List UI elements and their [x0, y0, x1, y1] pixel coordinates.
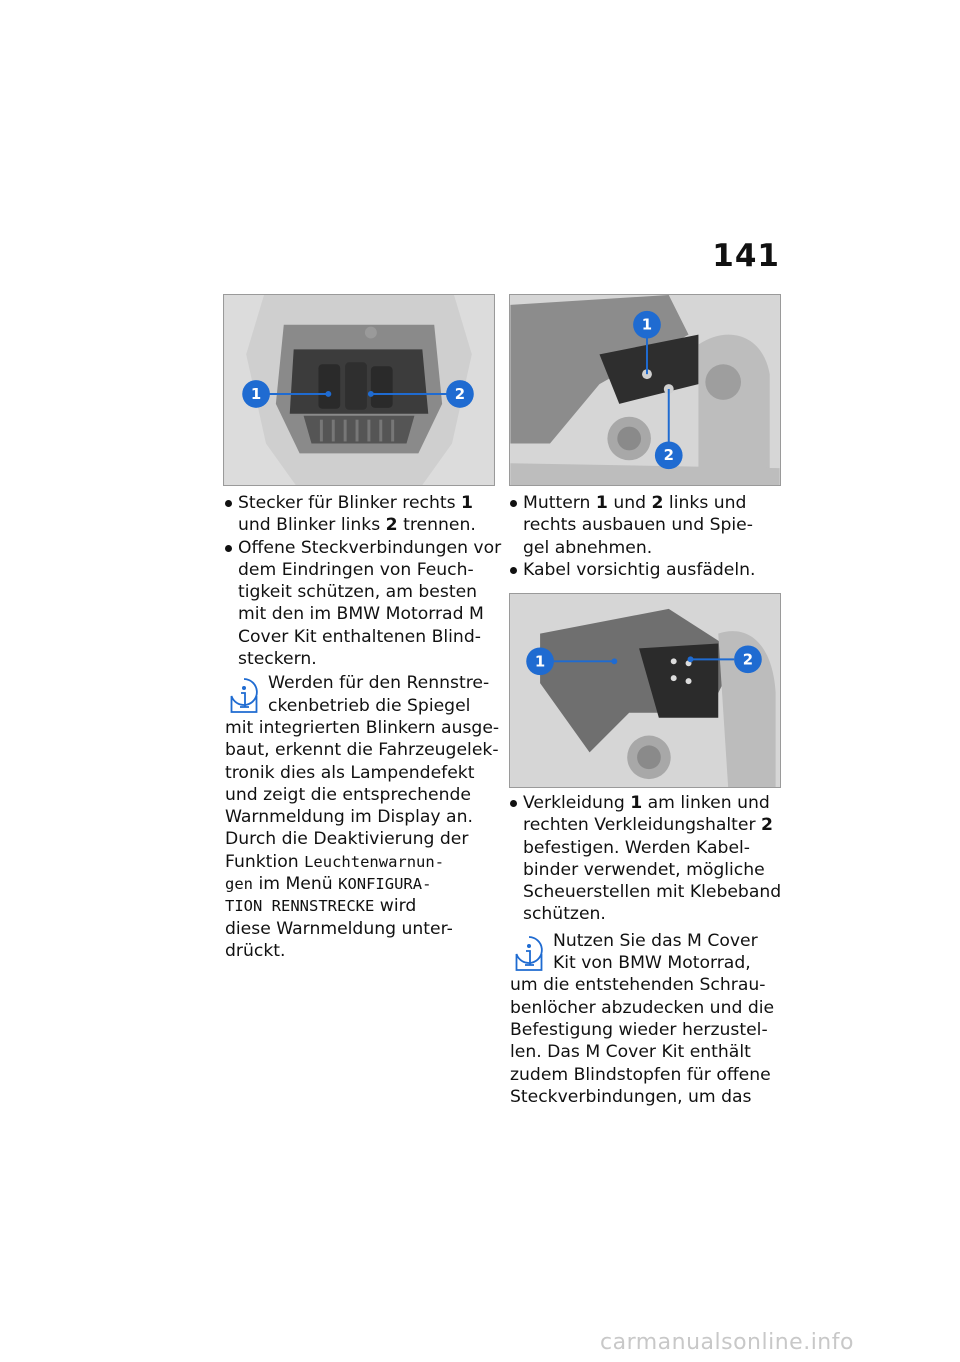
- note-box: Nutzen Sie das M Cover Kit von BMW Motorrad, um die entstehenden Schrau- benlöcher abzudecken und die Befestigung wieder herzustel- len. Das M Cover Kit enthält zudem Blindstopfen für offene Steckverbindungen, um das: [510, 930, 775, 1107]
- svg-text:2: 2: [454, 385, 466, 403]
- bullet-dot: [510, 500, 517, 507]
- right-column-bottom: [510, 792, 782, 1108]
- list-item: Kabel vorsichtig ausfädeln.: [510, 559, 782, 581]
- list-item: Offene Steckverbindungen vor dem Eindringen von Feuch- tigkeit schützen, am besten mit den im BMW Motorrad M Cover Kit enthaltenen Blind- steckern.: [225, 537, 497, 671]
- bullet-dot: [510, 800, 517, 807]
- watermark: carmanualsonline.info: [600, 1330, 854, 1355]
- svg-text:1: 1: [641, 316, 653, 334]
- figure-mirror-nuts-illustration: [510, 295, 780, 485]
- note-box: Werden für den Rennstre- ckenbetrieb die Spiegel mit integrierten Blinkern ausge- baut, erkennt die Fahrzeugelek- tronik dies als Lampendefekt und zeigt die entsprechende Warnmeldung im Display an. Durch die Deaktivierung der Funktion Leuchtenwarnun- gen im Menü KONFIGURA- TION RENNSTRECKE wird diese Warnmeldung unter- drückt.: [225, 673, 500, 961]
- page-number: 141: [712, 238, 780, 274]
- figure-connectors-illustration: [224, 295, 494, 485]
- bullet-dot: [510, 567, 517, 574]
- bullet-dot: [225, 545, 232, 552]
- figure-connectors: [223, 294, 495, 486]
- list-item: Verkleidung 1 am linken und rechten Verkleidungshalter 2 befestigen. Werden Kabel- binder verwendet, mögliche Scheuerstellen mit Klebeband schützen.: [510, 792, 782, 926]
- figure-mirror-nuts: [509, 294, 781, 486]
- list-item: Muttern 1 und 2 links und rechts ausbauen und Spie- gel abnehmen.: [510, 492, 782, 559]
- info-icon: [227, 676, 261, 716]
- list-item: Stecker für Blinker rechts 1 und Blinker links 2 trennen.: [225, 492, 497, 537]
- info-icon: [512, 934, 546, 974]
- svg-text:2: 2: [663, 447, 674, 465]
- left-column: [225, 492, 502, 962]
- svg-text:1: 1: [534, 653, 546, 671]
- figure-fairing: [509, 593, 781, 788]
- bullet-dot: [225, 500, 232, 507]
- svg-text:1: 1: [250, 385, 262, 403]
- figure-fairing-illustration: [510, 594, 780, 787]
- svg-text:2: 2: [742, 651, 754, 669]
- right-column-top: [510, 492, 782, 581]
